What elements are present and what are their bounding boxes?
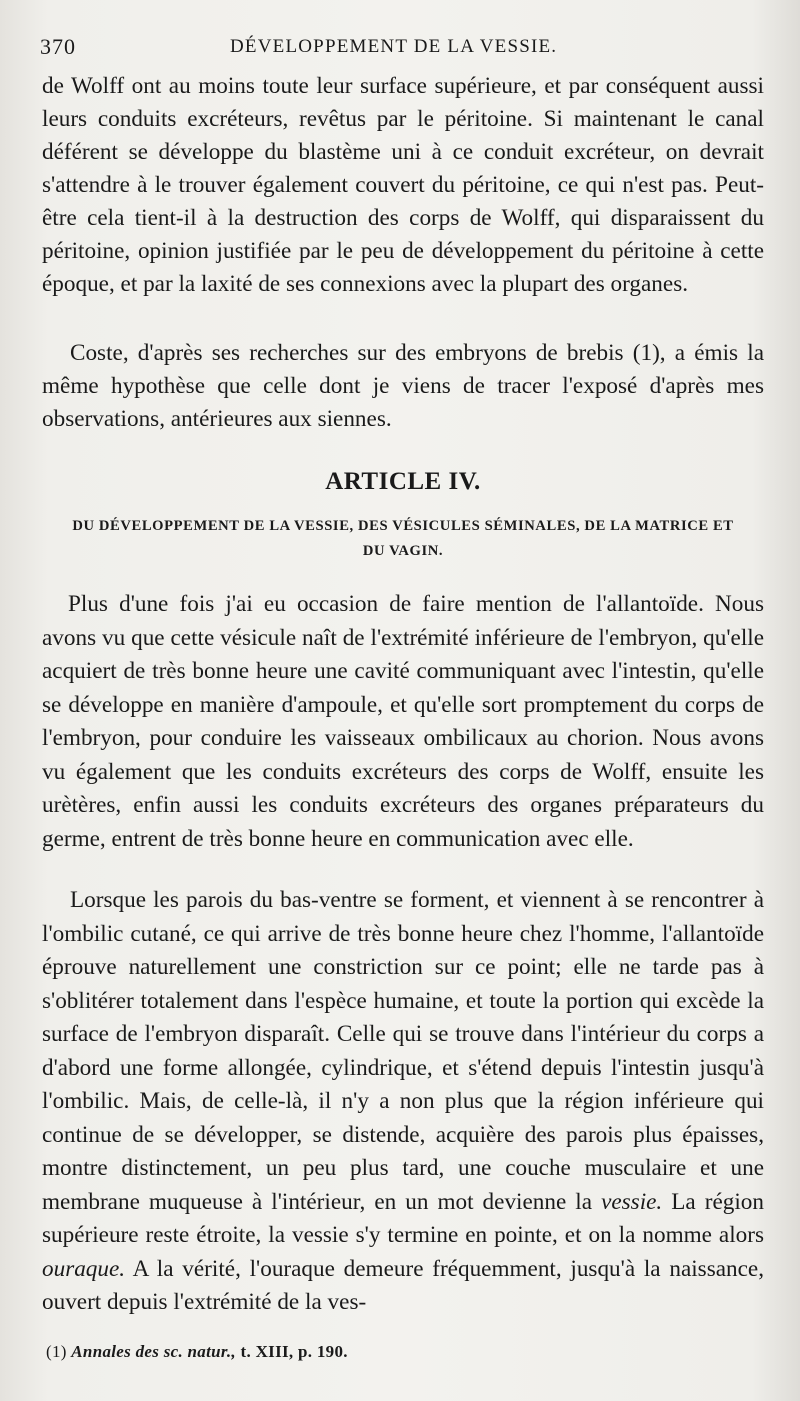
term-vessie: vessie.	[601, 1188, 663, 1215]
paragraph-2	[42, 337, 764, 436]
footnote	[46, 1342, 348, 1362]
paragraph-3-text: Plus d'une fois j'ai eu occasion de faire mention de l'allantoïde. Nous avons vu que cette vésicule naît de l'extrémité inférieure de l'embryon, qu'elle acquiert de très bonne heure une cavité communiquant avec l'intestin, qu'elle se développe en manière d'ampoule, et qu'elle sort promptement du corps de l'embryon, pour conduire les vaisseaux ombilicaux au chorion. Nous avons vu également que les conduits excréteurs des corps de Wolff, ensuite les urètères, enfin aussi les conduits excréteurs des organes préparateurs du germe, entrent de très bonne heure en communication avec elle.	[42, 591, 764, 852]
page-header	[40, 34, 762, 70]
paragraph-4-part-2: La région supérieure reste étroite, la vessie s'y termine en pointe, et on la nomme alors	[42, 1188, 764, 1248]
paragraph-1	[42, 70, 764, 301]
paragraph-1-text: de Wolff ont au moins toute leur surface supérieure, et par conséquent aussi leurs conduits excréteurs, revêtus par le péritoine. Si maintenant le canal déférent se développe du blastème uni à ce conduit excréteur, on devrait s'attendre à le trouver également couvert du péritoine, ce qui n'est pas. Peut-être cela tient-il à la destruction des corps de Wolff, qui disparaissent du péritoine, opinion justifiée par le peu de développement du péritoine à cette époque, et par la laxité de ses connexions avec la plupart des organes.	[42, 73, 764, 297]
paragraph-2-text: Coste, d'après ses recherches sur des embryons de brebis (1), a émis la même hypothèse que celle dont je viens de tracer l'exposé d'après mes observations, antérieures aux siennes.	[42, 340, 764, 432]
footnote-marker: (1)	[46, 1342, 67, 1361]
article-heading: ARTICLE IV.	[325, 468, 481, 495]
paragraph-4-part-1: Lorsque les parois du bas-ventre se forment, et viennent à se rencontrer à l'ombilic cutané, ce qui arrive de très bonne heure chez l'homme, l'allantoïde éprouve naturellement une constriction sur ce point; elle ne tarde pas à s'oblitérer totalement dans l'espèce humaine, et toute la portion qui excède la surface de l'embryon disparaît. Celle qui se trouve dans l'intérieur du corps a d'abord une forme allongée, cylindrique, et s'étend depuis l'intestin jusqu'à l'ombilic. Mais, de celle-là, il n'y a non plus que la région inférieure qui continue de se développer, se distende, acquière des parois plus épaisses, montre distinctement, un peu plus tard, une couche musculaire et une membrane muqueuse à l'intérieur, en un mot devienne la	[42, 887, 764, 1215]
paragraph-4-text	[42, 884, 764, 1320]
running-title: DÉVELOPPEMENT DE LA VESSIE.	[230, 36, 558, 57]
page-number: 370	[40, 34, 76, 59]
paragraph-4-part-3: A la vérité, l'ouraque demeure fréquemment, jusqu'à la naissance, ouvert depuis l'extrémité de la ves-	[42, 1255, 764, 1315]
footnote-source: Annales des sc. natur.,	[71, 1342, 236, 1361]
footnote-reference: t. XIII, p. 190.	[240, 1342, 348, 1361]
term-ouraque: ouraque.	[42, 1255, 126, 1282]
paragraph-4	[42, 884, 764, 1320]
paragraph-3	[42, 588, 764, 856]
article-subtitle: DU DÉVELOPPEMENT DE LA VESSIE, DES VÉSICULES SÉMINALES, DE LA MATRICE ET DU VAGIN.	[72, 518, 734, 559]
